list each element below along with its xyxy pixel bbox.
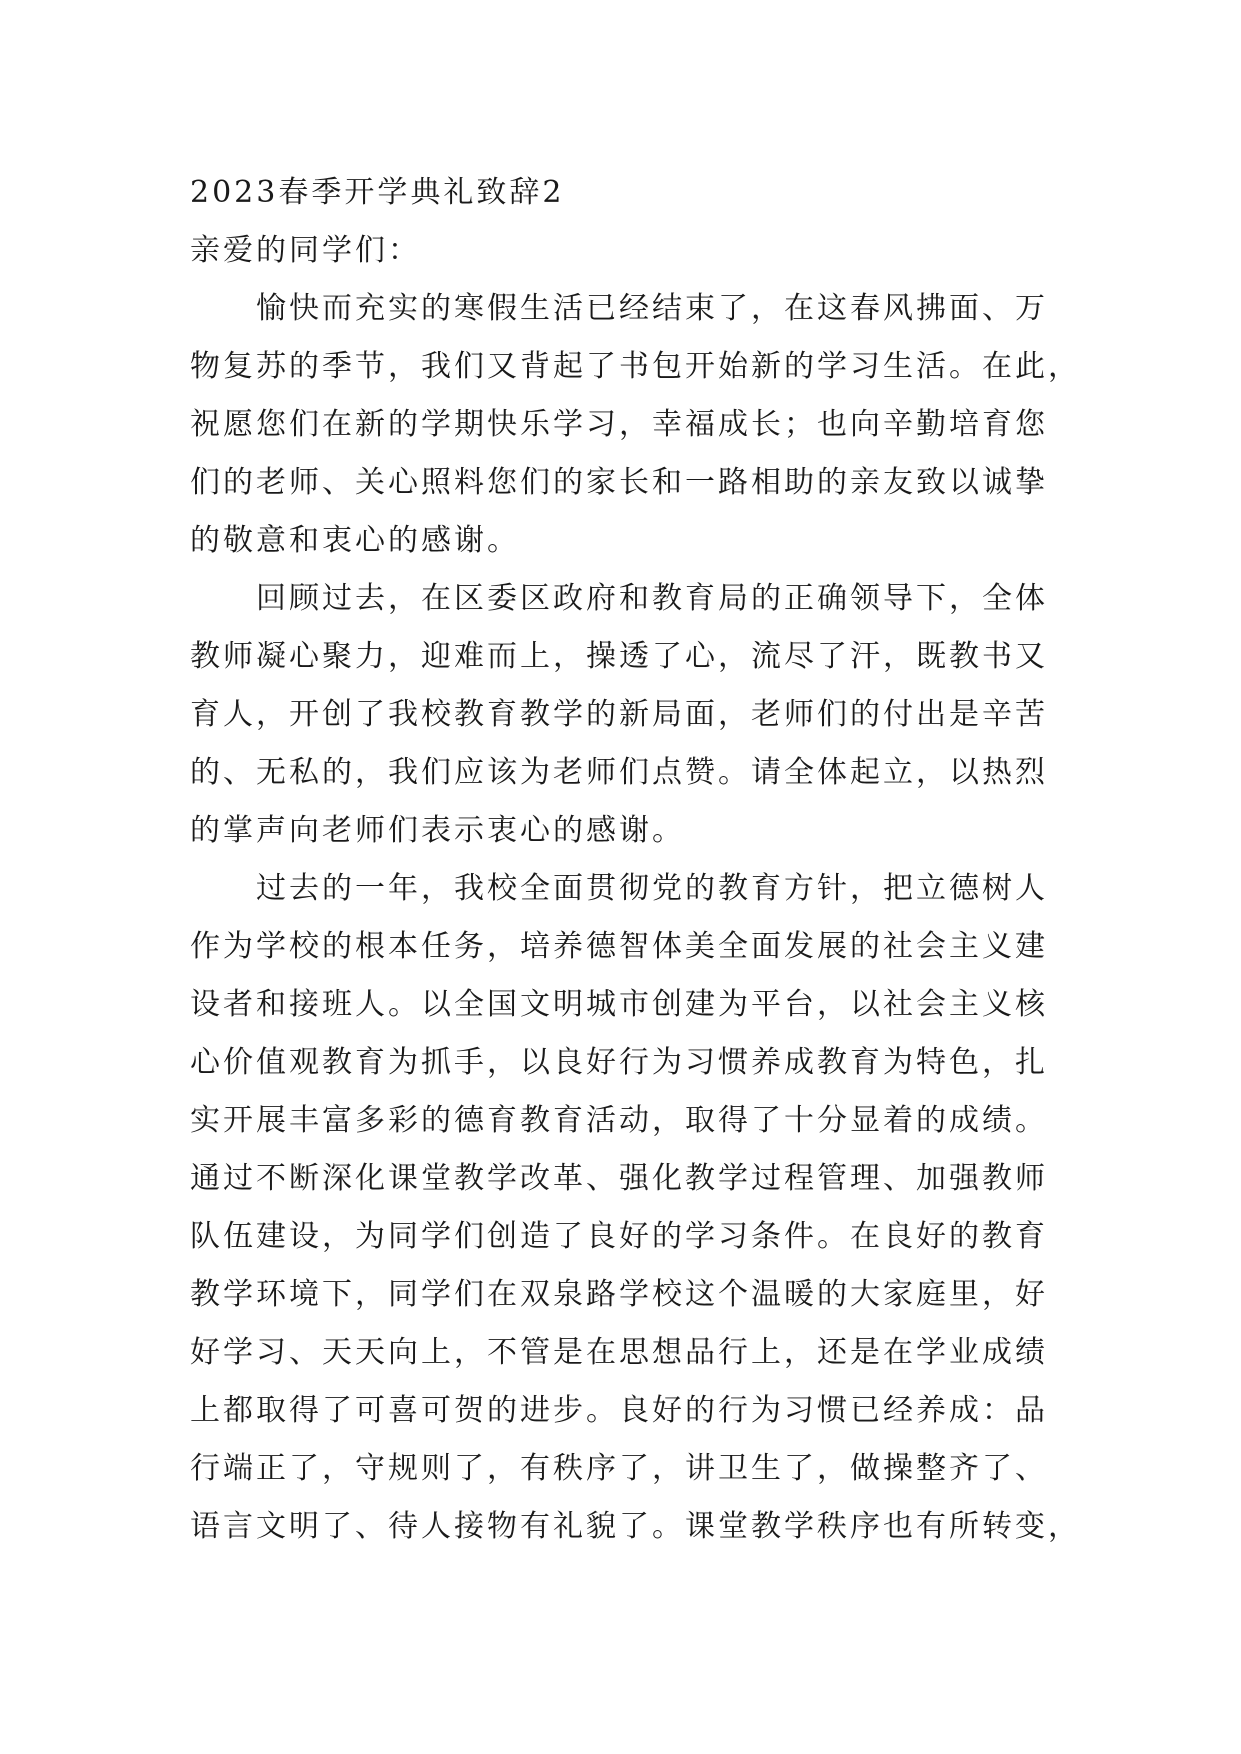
paragraph-line: 过去的一年，我校全面贯彻党的教育方针，把立德树人 [256,871,1048,906]
paragraph-line: 通过不断深化课堂教学改革、强化教学过程管理、加强教师 [190,1161,1048,1196]
paragraph-line: 祝愿您们在新的学期快乐学习，幸福成长；也向辛勤培育您 [190,407,1048,442]
paragraph-line: 的敬意和衷心的感谢。 [190,523,520,558]
paragraph-line: 作为学校的根本任务，培养德智体美全面发展的社会主义建 [190,929,1048,964]
paragraph-line: 回顾过去，在区委区政府和教育局的正确领导下，全体 [256,581,1048,616]
paragraph-line: 上都取得了可喜可贺的进步。良好的行为习惯已经养成：品 [190,1393,1048,1428]
paragraph-1 [190,280,1081,570]
paragraph-line: 物复苏的季节，我们又背起了书包开始新的学习生活。在此， [190,349,1081,384]
paragraph-line: 的掌声向老师们表示衷心的感谢。 [190,813,685,848]
paragraph-line: 心价值观教育为抓手，以良好行为习惯养成教育为特色，扎 [190,1045,1048,1080]
paragraph-line: 育人，开创了我校教育教学的新局面，老师们的付出是辛苦 [190,697,1048,732]
paragraph-3 [190,860,1081,1556]
paragraph-line: 队伍建设，为同学们创造了良好的学习条件。在良好的教育 [190,1219,1048,1254]
paragraph-line: 们的老师、关心照料您们的家长和一路相助的亲友致以诚挚 [190,465,1048,500]
document-body [190,164,1081,1556]
paragraph-line: 愉快而充实的寒假生活已经结束了，在这春风拂面、万 [256,291,1048,326]
paragraph-line: 的、无私的，我们应该为老师们点赞。请全体起立，以热烈 [190,755,1048,790]
paragraph-line: 设者和接班人。以全国文明城市创建为平台，以社会主义核 [190,987,1048,1022]
paragraph-line: 好学习、天天向上，不管是在思想品行上，还是在学业成绩 [190,1335,1048,1370]
paragraph-2 [190,570,1060,860]
paragraph-line: 行端正了，守规则了，有秩序了，讲卫生了，做操整齐了、 [190,1451,1048,1486]
greeting: 亲爱的同学们： [190,233,421,268]
paragraph-line: 实开展丰富多彩的德育教育活动，取得了十分显着的成绩。 [190,1103,1048,1138]
document-title: 2023春季开学典礼致辞2 [190,175,565,210]
paragraph-line: 教师凝心聚力，迎难而上，操透了心，流尽了汗，既教书又 [190,639,1048,674]
paragraph-line: 教学环境下，同学们在双泉路学校这个温暖的大家庭里，好 [190,1277,1048,1312]
paragraph-line: 语言文明了、待人接物有礼貌了。课堂教学秩序也有所转变， [190,1509,1081,1544]
